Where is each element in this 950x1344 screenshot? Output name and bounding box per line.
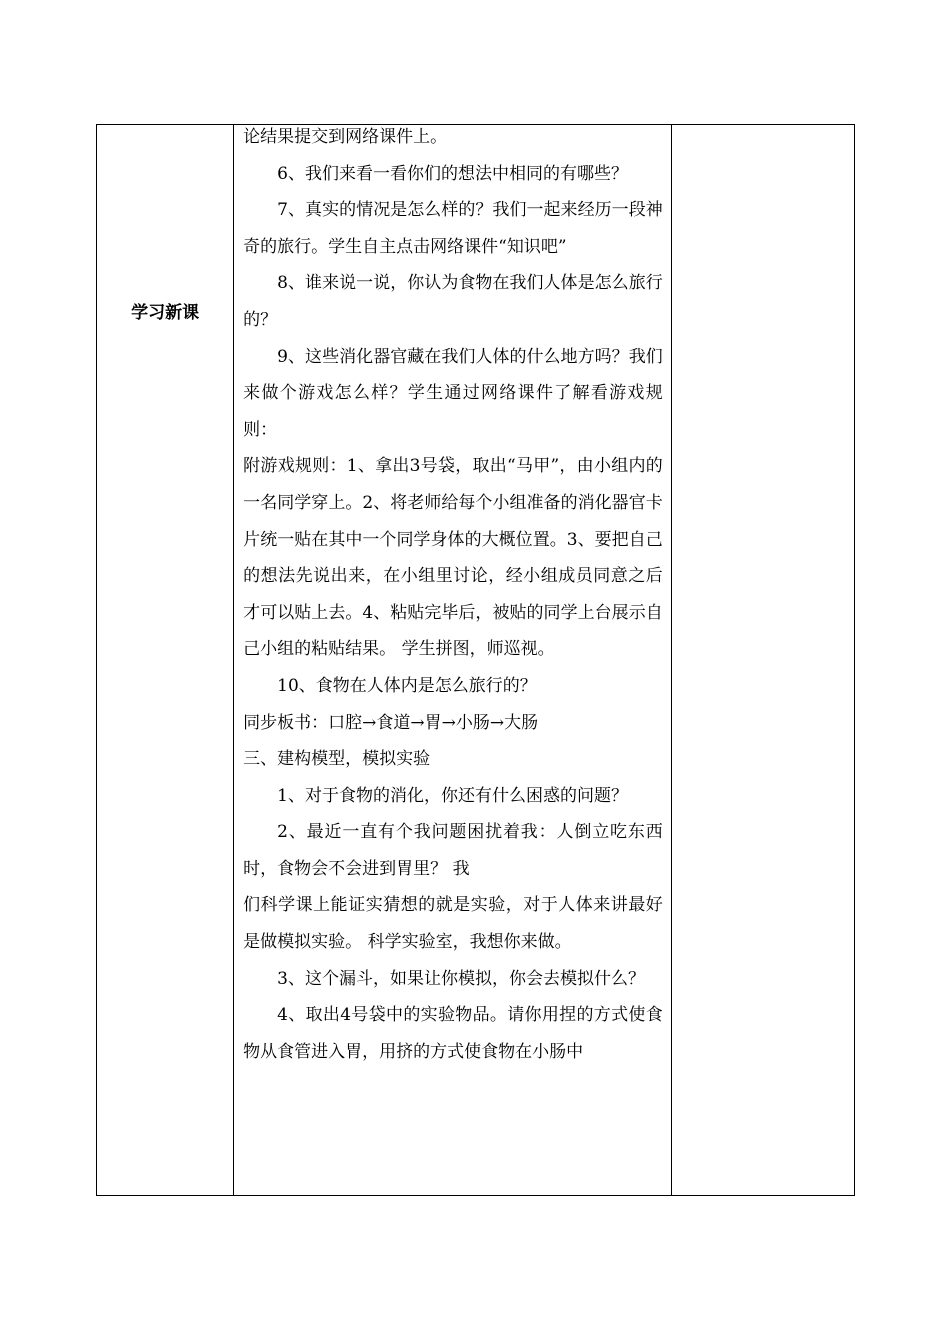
content-paragraph: 附游戏规则：1、拿出3号袋，取出“马甲”，由小组内的一名同学穿上。2、将老师给每个小组准备的消化器官卡片统一贴在其中一个同学身体的大概位置。3、要把自己的想法先说出来，在小组里讨论，经小组成员同意之后才可以贴上去。4、粘贴完毕后，被贴的同学上台展示自己小组的粘贴结果。 学生拼图，师巡视。 — [243, 456, 663, 660]
content-paragraph: 论结果提交到网络课件上。 — [243, 127, 448, 147]
content-paragraph: 1、对于食物的消化，你还有什么困惑的问题？ — [277, 785, 628, 806]
content-cell — [234, 125, 672, 1196]
section-label: 学习新课 — [131, 303, 200, 323]
content-paragraph: 同步板书：口腔→食道→胃→小肠→大肠 — [243, 712, 539, 733]
content-paragraph: 4、取出4号袋中的实验物品。请你用捏的方式使食物从食管进入胃，用挤的方式使食物在小肠中 — [243, 1005, 663, 1062]
content-paragraph: 3、这个漏斗，如果让你模拟，你会去模拟什么？ — [277, 968, 645, 989]
content-paragraph: 6、我们来看一看你们的想法中相同的有哪些？ — [277, 163, 628, 184]
section-label-cell — [97, 125, 234, 1196]
content-paragraph: 8、谁来说一说，你认为食物在我们人体是怎么旅行的？ — [243, 273, 663, 330]
content-paragraph: 9、这些消化器官藏在我们人体的什么地方吗？我们来做个游戏怎么样？学生通过网络课件了解看游戏规则： — [243, 346, 663, 440]
table-row — [97, 125, 855, 1196]
lesson-table — [96, 124, 855, 1196]
notes-cell — [671, 125, 854, 1196]
content-paragraph: 7、真实的情况是怎么样的？我们一起来经历一段神奇的旅行。学生自主点击网络课件“知识吧” — [243, 200, 663, 257]
content-paragraph: 们科学课上能证实猜想的就是实验，对于人体来讲最好是做模拟实验。 科学实验室，我想你来做。 — [243, 895, 663, 953]
content-paragraph: 10、食物在人体内是怎么旅行的？ — [277, 675, 537, 696]
content-paragraph: 三、建构模型，模拟实验 — [243, 749, 431, 770]
content-paragraph: 2、最近一直有个我问题困扰着我：人倒立吃东西时，食物会不会进到胃里？ 我 — [243, 822, 663, 879]
lesson-content — [234, 119, 671, 1070]
